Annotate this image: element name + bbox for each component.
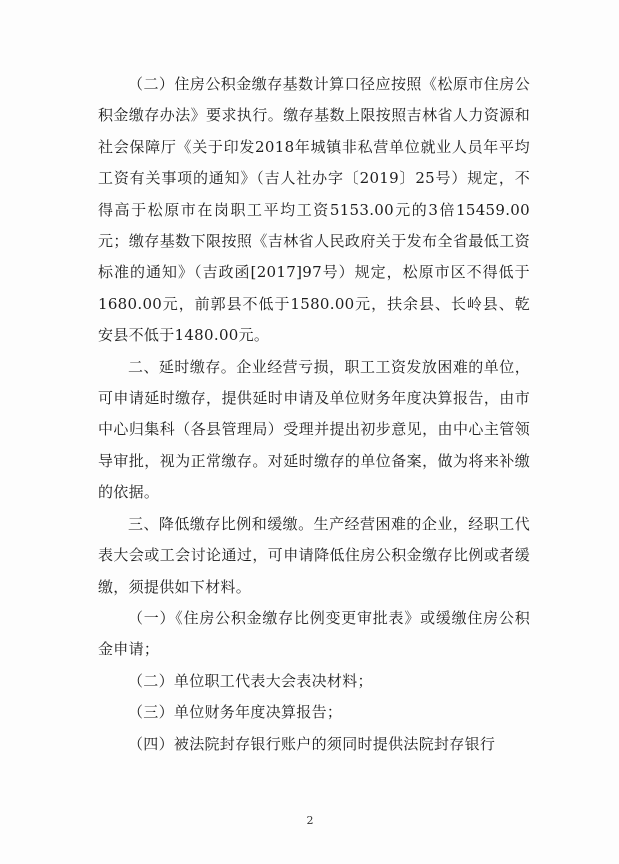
paragraph-material-2: （二）单位职工代表大会表决材料； (128, 671, 373, 690)
paragraph-reduce-ratio: 三、降低缴存比例和缓缴。生产经营困难的企业，经职工代表大会或工会讨论通过，可申请降低住房公积金缴存比例或者缓缴，须提供如下材料。 (98, 514, 530, 596)
paragraph-material-3: （三）单位财务年度决算报告； (128, 703, 343, 722)
paragraph-material-1: （一）《住房公积金缴存比例变更审批表》或缓缴住房公积金申请； (98, 608, 530, 659)
page-number: 2 (306, 814, 314, 827)
paragraph-deferred-payment: 二、延时缴存。企业经营亏损，职工工资发放困难的单位，可申请延时缴存，提供延时申请及单位财务年度决算报告，由市中心归集科（各县管理局）受理并提出初步意见，由中心主管领导审批，视为正常缴存。对延时缴存的单位备案，做为将来补缴的依据。 (98, 357, 530, 502)
paragraph-material-4: （四）被法院封存银行账户的须同时提供法院封存银行 (128, 734, 496, 753)
document-body (98, 69, 530, 760)
paragraph-base-calculation: （二）住房公积金缴存基数计算口径应按照《松原市住房公积金缴存办法》要求执行。缴存基数上限按照吉林省人力资源和社会保障厅《关于印发2018年城镇非私营单位就业人员年平均工资有关事项的通知》（吉人社办字〔2019〕25号）规定，不得高于松原市在岗职工平均工资5153.00元的3倍15459.00元；缴存基数下限按照《吉林省人民政府关于发布全省最低工资标准的通知》（吉政函[2017]97号）规定，松原市区不得低于1680.00元，前郭县不低于1580.00元，扶余县、长岭县、乾安县不低于1480.00元。 (98, 75, 530, 345)
